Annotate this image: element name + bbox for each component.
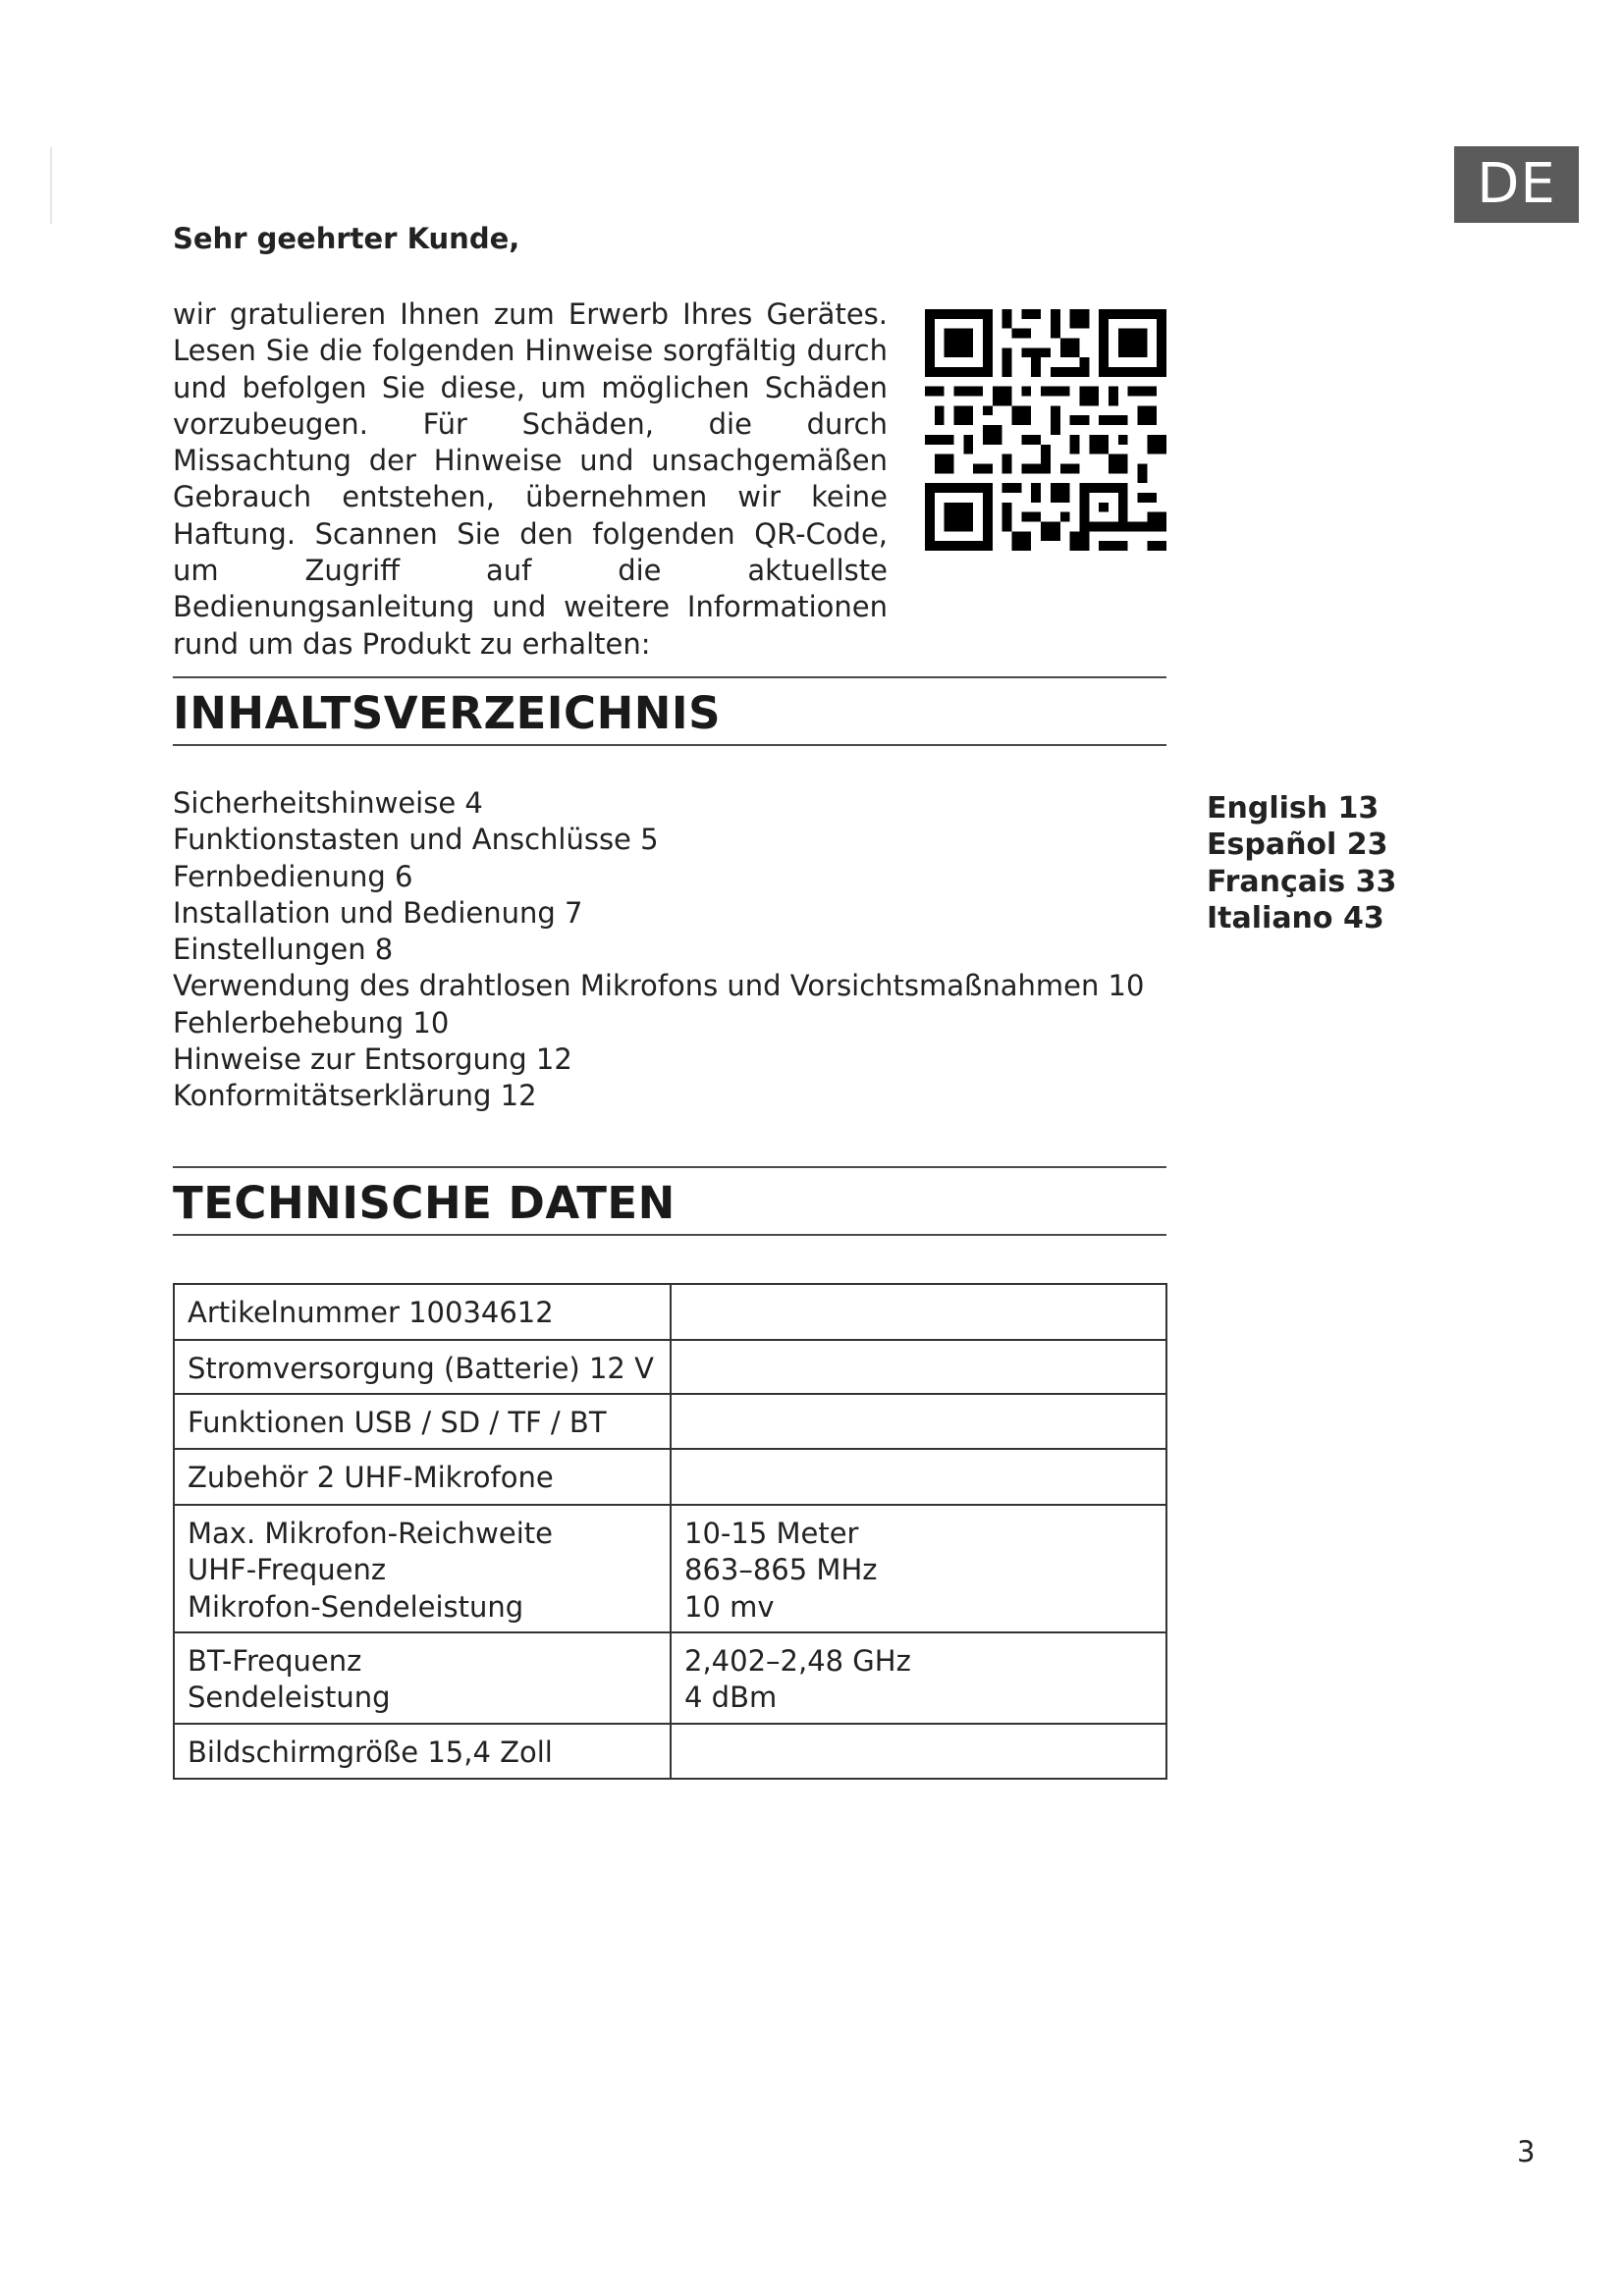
toc-item[interactable]: Installation und Bedienung 7 xyxy=(173,895,583,930)
spec-label: UHF-Frequenz xyxy=(188,1553,387,1587)
spec-label: BT-Frequenz xyxy=(188,1644,362,1678)
intro-line: Lesen Sie die folgenden Hinweise sorgfältig durch xyxy=(173,334,888,368)
spec-label: Stromversorgung (Batterie) 12 V xyxy=(188,1352,654,1385)
table-of-contents xyxy=(173,785,1144,1115)
spec-row xyxy=(174,1394,1166,1449)
spec-label: Sendeleistung xyxy=(188,1681,391,1715)
language-badge: DE xyxy=(1454,146,1579,223)
spec-value: 10 mv xyxy=(684,1589,775,1624)
spec-value-cell xyxy=(671,1340,1166,1394)
specs-rule-bottom xyxy=(173,1234,1166,1236)
language-item[interactable]: Français 33 xyxy=(1207,864,1397,899)
specs-rule-top xyxy=(173,1166,1166,1168)
intro-line: wir gratulieren Ihnen zum Erwerb Ihres Gerätes. xyxy=(173,297,888,331)
intro-line: und befolgen Sie diese, um möglichen Schäden xyxy=(173,370,888,404)
specs-table xyxy=(173,1283,1167,1780)
spec-label: Zubehör 2 UHF-Mikrofone xyxy=(188,1461,554,1494)
intro-line: um das Produkt zu erhalten: xyxy=(247,626,651,661)
spec-row xyxy=(174,1505,1166,1632)
spec-value-cell xyxy=(671,1284,1166,1340)
intro-line: Hinweise und unsachgemäßen Gebrauch entstehen, xyxy=(173,444,888,514)
spec-row xyxy=(174,1724,1166,1779)
page-number: 3 xyxy=(1517,2135,1536,2168)
spec-value-cell xyxy=(671,1632,1166,1724)
spec-row xyxy=(174,1632,1166,1724)
spec-row xyxy=(174,1340,1166,1394)
spec-label: Max. Mikrofon-Reichweite xyxy=(188,1517,553,1550)
toc-item[interactable]: Fernbedienung 6 xyxy=(173,859,413,893)
toc-item[interactable]: Funktionstasten und Anschlüsse 5 xyxy=(173,823,659,857)
toc-item[interactable]: Einstellungen 8 xyxy=(173,933,394,967)
spec-label: Mikrofon-Sendeleistung xyxy=(188,1589,524,1624)
spec-label: Funktionen USB / SD / TF / BT xyxy=(188,1406,607,1439)
spec-label: Bildschirmgröße 15,4 Zoll xyxy=(188,1735,553,1769)
language-item[interactable]: Italiano 43 xyxy=(1207,900,1384,935)
spec-row xyxy=(174,1284,1166,1340)
spec-label-cell xyxy=(174,1394,671,1449)
spec-label-cell xyxy=(174,1340,671,1394)
toc-item[interactable]: Verwendung des drahtlosen Mikrofons und Vorsichtsmaßnahmen 10 xyxy=(173,969,1145,1003)
language-item[interactable]: English 13 xyxy=(1207,791,1380,826)
spec-label: Artikelnummer 10034612 xyxy=(188,1296,554,1329)
spec-value-cell xyxy=(671,1394,1166,1449)
spec-value: 10-15 Meter xyxy=(684,1517,859,1550)
spec-label-cell xyxy=(174,1724,671,1779)
intro-line: Bedienungsanleitung und weitere Informationen rund xyxy=(173,590,888,661)
language-list xyxy=(1207,790,1396,936)
spec-label-cell xyxy=(174,1632,671,1724)
intro-line: vorzubeugen. Für Schäden, die durch Missachtung der xyxy=(173,406,888,478)
margin-line xyxy=(50,147,52,224)
language-item[interactable]: Español 23 xyxy=(1207,828,1388,863)
specs-title: TECHNISCHE DATEN xyxy=(173,1177,676,1229)
intro-line: übernehmen wir keine Haftung. Scannen Sie den xyxy=(173,480,888,551)
spec-row xyxy=(174,1449,1166,1505)
intro-line: folgenden QR-Code, um Zugriff auf die aktuellste xyxy=(173,516,888,588)
toc-rule-bottom xyxy=(173,744,1166,746)
spec-value: 2,402–2,48 GHz xyxy=(684,1644,911,1678)
toc-item[interactable]: Konformitätserklärung 12 xyxy=(173,1079,537,1113)
intro-paragraph xyxy=(173,296,888,663)
spec-value-cell xyxy=(671,1449,1166,1505)
toc-item[interactable]: Sicherheitshinweise 4 xyxy=(173,786,483,820)
toc-item[interactable]: Hinweise zur Entsorgung 12 xyxy=(173,1042,572,1077)
spec-label-cell xyxy=(174,1284,671,1340)
toc-title: INHALTSVERZEICHNIS xyxy=(173,687,722,739)
toc-rule-top xyxy=(173,676,1166,678)
spec-value-cell xyxy=(671,1505,1166,1632)
greeting: Sehr geehrter Kunde, xyxy=(173,222,520,255)
spec-value: 863–865 MHz xyxy=(684,1553,878,1587)
qr-code[interactable] xyxy=(925,309,1166,551)
spec-label-cell xyxy=(174,1449,671,1505)
toc-item[interactable]: Fehlerbehebung 10 xyxy=(173,1005,450,1040)
spec-label-cell xyxy=(174,1505,671,1632)
spec-value: 4 dBm xyxy=(684,1681,778,1715)
spec-value-cell xyxy=(671,1724,1166,1779)
